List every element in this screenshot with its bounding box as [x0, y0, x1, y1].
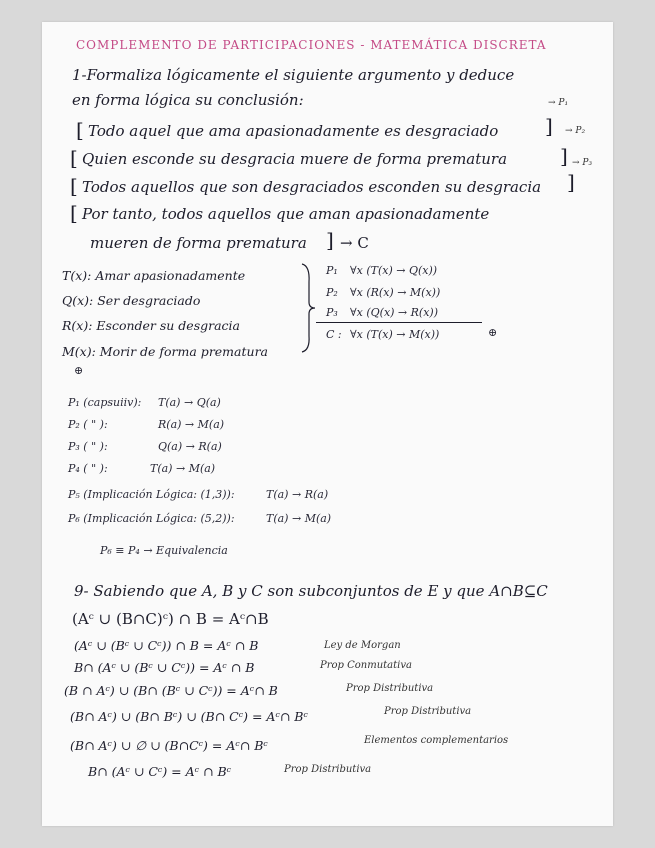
bracket-close-icon: ] — [567, 170, 575, 194]
conclusion-line: mueren de forma prematura — [90, 234, 307, 252]
formal-expr-p2: ∀x (R(x) → M(x)) — [350, 286, 441, 299]
paper-page — [42, 22, 613, 826]
derivation-expr-4: T(a) → M(a) — [150, 462, 216, 475]
equivalence-note: P₆ ≡ P₄ → Equivalencia — [100, 544, 228, 557]
bracket-open-icon: [ — [70, 201, 78, 225]
bracket-close-icon: ] — [545, 114, 553, 138]
formal-expr-p1: ∀x (T(x) → Q(x)) — [350, 264, 438, 277]
step-expr-5: (B∩ Aᶜ) ∪ ∅ ∪ (B∩Cᶜ) = Aᶜ∩ Bᶜ — [70, 738, 268, 753]
definition-t: T(x): Amar apasionadamente — [62, 268, 246, 283]
problem1-statement-line1: 1-Formaliza lógicamente el siguiente argumento y deduce — [72, 66, 515, 84]
step-reason-5: Elementos complementarios — [364, 735, 509, 746]
premise-1: Todo aquel que ama apasionadamente es desgraciado — [88, 122, 499, 140]
step-reason-2: Prop Conmutativa — [320, 660, 412, 671]
conclusion-tag: → C — [340, 234, 369, 252]
formal-label-p3: P₃ — [326, 306, 338, 319]
step-expr-6: B∩ (Aᶜ ∪ Cᶜ) = Aᶜ ∩ Bᶜ — [88, 764, 232, 779]
premise-2: Quien esconde su desgracia muere de forma prematura — [82, 150, 508, 168]
oplus-marker-icon: ⊕ — [488, 326, 498, 339]
step-expr-4: (B∩ Aᶜ) ∪ (B∩ Bᶜ) ∪ (B∩ Cᶜ) = Aᶜ∩ Bᶜ — [70, 709, 308, 724]
premise-3: Todos aquellos que son desgraciados esconden su desgracia — [82, 178, 542, 196]
step-reason-4: Prop Distributiva — [384, 706, 472, 717]
problem9-main-equation: (Aᶜ ∪ (B∩C)ᶜ) ∩ B = Aᶜ∩B — [72, 610, 269, 628]
step-reason-1: Ley de Morgan — [324, 640, 401, 651]
formal-label-c: C : — [326, 328, 342, 341]
premise-tag-p3: → P₃ — [572, 158, 593, 168]
derivation-expr-6: T(a) → M(a) — [266, 512, 332, 525]
derivation-label-2: P₂ ( " ): — [68, 418, 108, 431]
step-reason-6: Prop Distributiva — [284, 764, 372, 775]
definition-m: M(x): Morir de forma prematura — [62, 344, 268, 359]
derivation-expr-2: R(a) → M(a) — [158, 418, 225, 431]
bracket-close-icon: ] — [326, 228, 334, 252]
formal-expr-p3: ∀x (Q(x) → R(x)) — [350, 306, 439, 319]
bracket-open-icon: [ — [70, 174, 78, 198]
derivation-label-5: P₅ (Implicación Lógica: (1,3)): — [68, 488, 235, 501]
brace-icon — [298, 262, 318, 354]
bracket-close-icon: ] — [560, 144, 568, 168]
derivation-label-3: P₃ ( " ): — [68, 440, 108, 453]
definition-q: Q(x): Ser desgraciado — [62, 293, 201, 308]
oplus-marker-icon: ⊕ — [74, 364, 84, 377]
step-expr-2: B∩ (Aᶜ ∪ (Bᶜ ∪ Cᶜ)) = Aᶜ ∩ B — [74, 660, 255, 675]
formal-label-p2: P₂ — [326, 286, 338, 299]
definition-r: R(x): Esconder su desgracia — [62, 318, 240, 333]
premise-tag-p1: → P₁ — [548, 98, 569, 108]
step-reason-3: Prop Distributiva — [346, 683, 434, 694]
bracket-open-icon: [ — [70, 146, 78, 170]
problem1-statement-line2: en forma lógica su conclusión: — [72, 91, 304, 109]
formal-label-p1: P₁ — [326, 264, 338, 277]
premise-4: Por tanto, todos aquellos que aman apasionadamente — [82, 205, 490, 223]
step-expr-3: (B ∩ Aᶜ) ∪ (B∩ (Bᶜ ∪ Cᶜ)) = Aᶜ∩ B — [64, 683, 278, 698]
bracket-open-icon: [ — [76, 118, 84, 142]
derivation-expr-1: T(a) → Q(a) — [158, 396, 221, 409]
formal-expr-c: ∀x (T(x) → M(x)) — [350, 328, 440, 341]
premise-tag-p2: → P₂ — [565, 126, 586, 136]
derivation-label-4: P₄ ( " ): — [68, 462, 108, 475]
derivation-label-1: P₁ (capsuiiv): — [68, 396, 142, 409]
conclusion-divider — [316, 322, 482, 323]
step-expr-1: (Aᶜ ∪ (Bᶜ ∪ Cᶜ)) ∩ B = Aᶜ ∩ B — [74, 638, 259, 653]
problem9-statement: 9- Sabiendo que A, B y C son subconjuntos de E y que A∩B⊆C — [74, 582, 548, 600]
derivation-label-6: P₆ (Implicación Lógica: (5,2)): — [68, 512, 235, 525]
page-title: COMPLEMENTO DE PARTICIPACIONES - MATEMÁTICA DISCRETA — [76, 38, 547, 52]
derivation-expr-3: Q(a) → R(a) — [158, 440, 222, 453]
derivation-expr-5: T(a) → R(a) — [266, 488, 329, 501]
